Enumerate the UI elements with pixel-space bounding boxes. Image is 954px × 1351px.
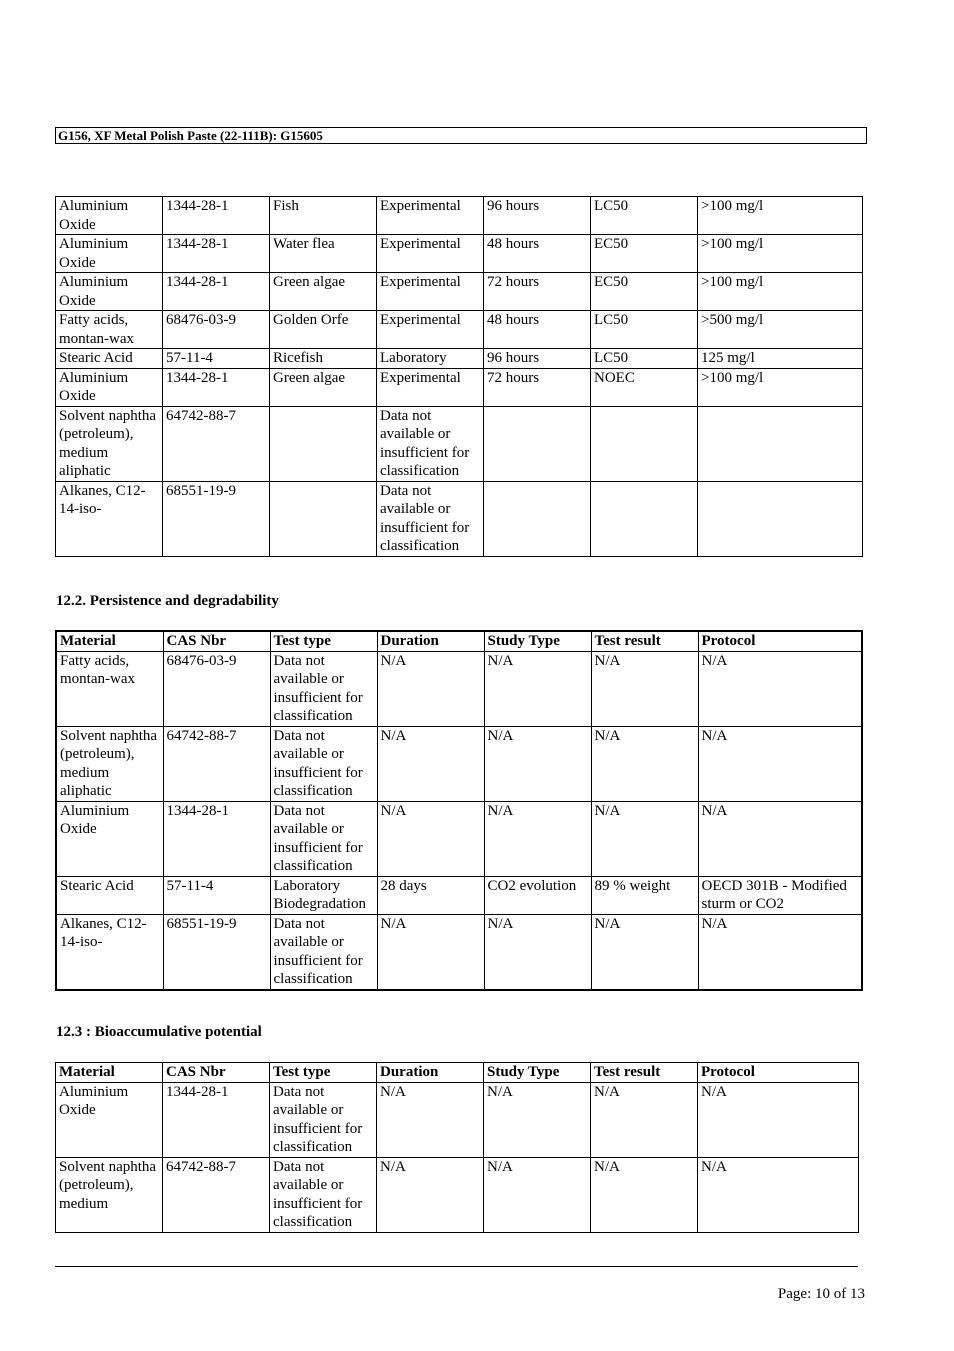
table-row — [56, 651, 862, 726]
table-cell: Fatty acids, montan-wax — [56, 651, 163, 726]
table-cell: Data not available or insufficient for classification — [270, 1082, 377, 1157]
table-cell: 96 hours — [484, 197, 591, 235]
column-header: Test result — [591, 1063, 698, 1083]
aquatic-toxicity-table — [55, 196, 863, 557]
footer-divider — [55, 1266, 858, 1267]
table-cell: N/A — [484, 914, 591, 990]
table-cell: N/A — [484, 1082, 591, 1157]
table-row — [56, 481, 863, 556]
table-cell: Data not available or insufficient for classification — [270, 1157, 377, 1232]
table-cell: >100 mg/l — [698, 368, 863, 406]
table-cell: Green algae — [270, 368, 377, 406]
table-row — [56, 726, 862, 801]
table-cell: LC50 — [591, 311, 698, 349]
table-cell: N/A — [484, 726, 591, 801]
table-cell: 1344-28-1 — [163, 1082, 270, 1157]
table-cell — [270, 481, 377, 556]
table-cell: 57-11-4 — [163, 349, 270, 369]
table-cell: Green algae — [270, 273, 377, 311]
table-cell: >500 mg/l — [698, 311, 863, 349]
table-cell: 125 mg/l — [698, 349, 863, 369]
table-cell: Experimental — [377, 197, 484, 235]
table-cell: N/A — [591, 726, 698, 801]
table-cell: 68476-03-9 — [163, 651, 270, 726]
table-cell: N/A — [698, 1157, 859, 1232]
table-cell: Aluminium Oxide — [56, 273, 163, 311]
table-cell: Laboratory — [377, 349, 484, 369]
column-header: Duration — [377, 1063, 484, 1083]
table-cell: N/A — [591, 914, 698, 990]
column-header: Test type — [270, 631, 377, 651]
column-header: Duration — [377, 631, 484, 651]
table-cell: N/A — [377, 801, 484, 876]
table-cell: >100 mg/l — [698, 235, 863, 273]
table-cell: Alkanes, C12-14-iso- — [56, 914, 163, 990]
table-cell — [591, 406, 698, 481]
table-row — [56, 197, 863, 235]
table-cell: 28 days — [377, 876, 484, 914]
table-row — [56, 235, 863, 273]
column-header: Study Type — [484, 1063, 591, 1083]
table-cell: >100 mg/l — [698, 273, 863, 311]
table-row — [56, 876, 862, 914]
bioaccumulative-table — [55, 1062, 859, 1233]
table-cell: Data not available or insufficient for classification — [377, 406, 484, 481]
table-cell: N/A — [591, 651, 698, 726]
table-cell: Stearic Acid — [56, 349, 163, 369]
column-header: Protocol — [698, 1063, 859, 1083]
table-cell: 48 hours — [484, 235, 591, 273]
table-cell: N/A — [484, 801, 591, 876]
table-cell: Data not available or insufficient for classification — [270, 726, 377, 801]
table-cell: Experimental — [377, 311, 484, 349]
table-cell: 1344-28-1 — [163, 235, 270, 273]
table-cell: Solvent naphtha (petroleum), medium aliphatic — [56, 726, 163, 801]
table-cell: Experimental — [377, 235, 484, 273]
table-cell: 68551-19-9 — [163, 481, 270, 556]
bioaccumulative-section-title: 12.3 : Bioaccumulative potential — [56, 1024, 262, 1040]
table-cell: Water flea — [270, 235, 377, 273]
table-cell: N/A — [377, 726, 484, 801]
table-cell: OECD 301B - Modified sturm or CO2 — [698, 876, 862, 914]
persistence-section-title: 12.2. Persistence and degradability — [56, 593, 279, 609]
table-cell: 89 % weight — [591, 876, 698, 914]
table-cell: 1344-28-1 — [163, 801, 270, 876]
table-cell: Experimental — [377, 368, 484, 406]
table-row — [56, 801, 862, 876]
table-cell: Ricefish — [270, 349, 377, 369]
table-cell — [591, 481, 698, 556]
column-header: CAS Nbr — [163, 631, 270, 651]
table-cell: Data not available or insufficient for classification — [270, 914, 377, 990]
table-cell: Experimental — [377, 273, 484, 311]
table-cell: N/A — [698, 801, 862, 876]
table-cell: 72 hours — [484, 368, 591, 406]
table-cell: 1344-28-1 — [163, 368, 270, 406]
table-row — [56, 1157, 859, 1232]
table-row — [56, 914, 862, 990]
column-header: Material — [56, 631, 163, 651]
column-header: CAS Nbr — [163, 1063, 270, 1083]
table-cell: Fatty acids, montan-wax — [56, 311, 163, 349]
table-cell: 48 hours — [484, 311, 591, 349]
table-cell — [698, 406, 863, 481]
table-cell: Data not available or insufficient for classification — [377, 481, 484, 556]
table-cell: N/A — [484, 651, 591, 726]
table-cell: Data not available or insufficient for classification — [270, 801, 377, 876]
table-cell: 64742-88-7 — [163, 726, 270, 801]
table-row — [56, 311, 863, 349]
table-cell: N/A — [698, 1082, 859, 1157]
table-cell: Solvent naphtha (petroleum), medium aliphatic — [56, 406, 163, 481]
table-cell: 68551-19-9 — [163, 914, 270, 990]
table-cell: N/A — [698, 914, 862, 990]
persistence-table — [55, 630, 863, 991]
table-cell: Aluminium Oxide — [56, 368, 163, 406]
table-cell: N/A — [591, 1082, 698, 1157]
table-cell: Solvent naphtha (petroleum), medium — [56, 1157, 163, 1232]
table-cell: Aluminium Oxide — [56, 235, 163, 273]
table-cell: Aluminium Oxide — [56, 1082, 163, 1157]
table-cell: N/A — [377, 651, 484, 726]
table-cell — [270, 406, 377, 481]
table-cell: Golden Orfe — [270, 311, 377, 349]
table-cell: EC50 — [591, 235, 698, 273]
table-cell — [484, 406, 591, 481]
table-row — [56, 349, 863, 369]
column-header: Study Type — [484, 631, 591, 651]
table-cell: 64742-88-7 — [163, 406, 270, 481]
table-cell — [484, 481, 591, 556]
column-header: Material — [56, 1063, 163, 1083]
table-cell: N/A — [377, 1082, 484, 1157]
table-cell: N/A — [377, 1157, 484, 1232]
table-cell: Alkanes, C12-14-iso- — [56, 481, 163, 556]
table-cell: LC50 — [591, 197, 698, 235]
table-cell: N/A — [591, 1157, 698, 1232]
table-cell: Stearic Acid — [56, 876, 163, 914]
table-cell: Fish — [270, 197, 377, 235]
table-row — [56, 406, 863, 481]
table-cell: N/A — [698, 726, 862, 801]
table-cell: EC50 — [591, 273, 698, 311]
table-cell: N/A — [591, 801, 698, 876]
table-cell: Aluminium Oxide — [56, 801, 163, 876]
table-cell: 68476-03-9 — [163, 311, 270, 349]
table-cell: LC50 — [591, 349, 698, 369]
column-header: Protocol — [698, 631, 862, 651]
table-cell: >100 mg/l — [698, 197, 863, 235]
table-row — [56, 1082, 859, 1157]
table-cell — [698, 481, 863, 556]
table-cell: 64742-88-7 — [163, 1157, 270, 1232]
table-cell: Data not available or insufficient for classification — [270, 651, 377, 726]
table-cell: 96 hours — [484, 349, 591, 369]
table-cell: Aluminium Oxide — [56, 197, 163, 235]
table-cell: N/A — [484, 1157, 591, 1232]
table-cell: 1344-28-1 — [163, 273, 270, 311]
document-header-title: G156, XF Metal Polish Paste (22-111B): G15605 — [55, 127, 867, 144]
column-header: Test result — [591, 631, 698, 651]
table-cell: 57-11-4 — [163, 876, 270, 914]
table-cell: 72 hours — [484, 273, 591, 311]
table-cell: 1344-28-1 — [163, 197, 270, 235]
table-cell: N/A — [698, 651, 862, 726]
table-cell: N/A — [377, 914, 484, 990]
table-row — [56, 368, 863, 406]
table-cell: NOEC — [591, 368, 698, 406]
table-cell: Laboratory Biodegradation — [270, 876, 377, 914]
table-row — [56, 273, 863, 311]
page-number: Page: 10 of 13 — [777, 1286, 865, 1302]
column-header: Test type — [270, 1063, 377, 1083]
table-cell: CO2 evolution — [484, 876, 591, 914]
